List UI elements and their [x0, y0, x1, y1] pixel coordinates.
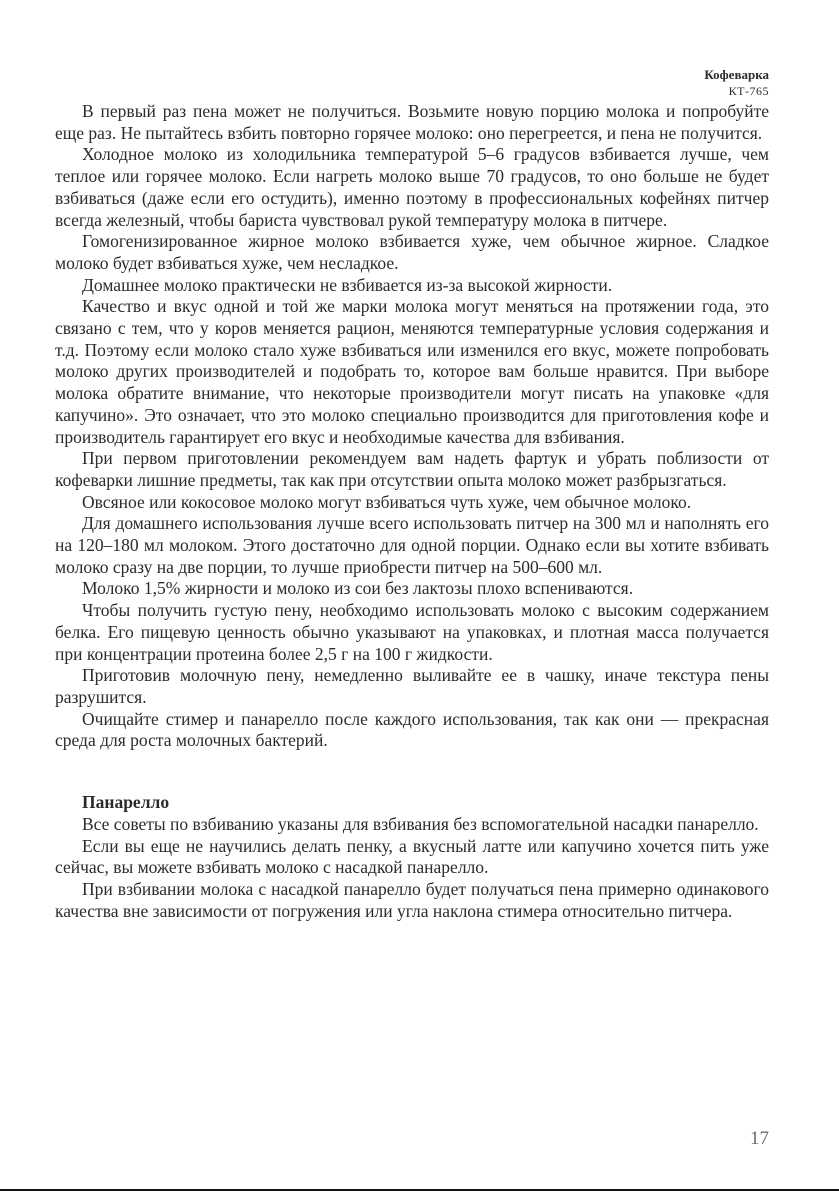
page-number: 17 — [750, 1128, 769, 1149]
paragraph: Чтобы получить густую пену, необходимо использовать молоко с высоким содержанием белка. Его пищевую ценность обычно указывают на упаковках, и плотная масса получается при концентрации протеина более 2,5 г на 100 г жидкости. — [55, 600, 769, 664]
page-header — [704, 67, 769, 99]
paragraph: Приготовив молочную пену, немедленно выливайте ее в чашку, иначе текстура пены разрушится. — [55, 665, 769, 707]
paragraph: Гомогенизированное жирное молоко взбивается хуже, чем обычное жирное. Сладкое молоко будет взбиваться хуже, чем несладкое. — [55, 231, 769, 273]
page-content — [55, 101, 769, 922]
paragraph: Все советы по взбиванию указаны для взбивания без вспомогательной насадки панарелло. — [82, 813, 759, 834]
paragraph: Очищайте стимер и панарелло после каждого использования, так как они — прекрасная среда для роста молочных бактерий. — [55, 708, 769, 751]
paragraph: Молоко 1,5% жирности и молоко из сои без лактозы плохо вспениваются. — [82, 578, 634, 599]
paragraph: Холодное молоко из холодильника температурой 5–6 градусов взбивается лучше, чем теплое или горячее молоко. Если нагреть молоко выше 70 градусов, то оно больше не будет взбиваться (даже если его остудить), именно поэтому в профессиональных кофейнях питчер всегда железный, чтобы бариста чувствовал рукой температуру молока в питчере. — [55, 144, 769, 230]
section-heading-panarello: Панарелло — [82, 792, 170, 813]
header-model-number: КТ-765 — [728, 84, 769, 98]
paragraph: Домашнее молоко практически не взбивается из-за высокой жирности. — [82, 274, 613, 295]
paragraph: При взбивании молока с насадкой панарелло будет получаться пена примерно одинакового качества вне зависимости от погружения или угла наклона стимера относительно питчера. — [55, 878, 769, 921]
paragraph: Если вы еще не научились делать пенку, а вкусный латте или капучино хочется пить уже сейчас, вы можете взбивать молоко с насадкой панарелло. — [55, 835, 769, 878]
paragraph: В первый раз пена может не получиться. Возьмите новую порцию молока и попробуйте еще раз. Не пытайтесь взбить повторно горячее молоко: оно перегреется, и пена не получится. — [55, 101, 769, 143]
paragraph: Овсяное или кокосовое молоко могут взбиваться чуть хуже, чем обычное молоко. — [82, 491, 692, 512]
header-product-name: Кофеварка — [704, 67, 769, 82]
paragraph: При первом приготовлении рекомендуем вам надеть фартук и убрать поблизости от кофеварки лишние предметы, так как при отсутствии опыта молоко может разбрызгаться. — [55, 448, 769, 490]
bottom-divider — [0, 1189, 839, 1191]
paragraph: Качество и вкус одной и той же марки молока могут меняться на протяжении года, это связано с тем, что у коров меняется рацион, меняются температурные условия содержания и т.д. Поэтому если молоко стало хуже взбиваться или изменился его вкус, можете попробовать молоко других производителей и подобрать то, которое вам больше нравится. При выборе молока обратите внимание, что некоторые производители могут писать на упаковке «для капучино». Это означает, что это молоко специально производится для приготовления кофе и производитель гарантирует его вкус и необходимые качества для взбивания. — [55, 296, 769, 447]
paragraph: Для домашнего использования лучше всего использовать питчер на 300 мл и наполнять его на 120–180 мл молоком. Этого достаточно для одной порции. Однако если вы хотите взбивать молоко сразу на две порции, то лучше приобрести питчер на 500–600 мл. — [55, 513, 769, 577]
